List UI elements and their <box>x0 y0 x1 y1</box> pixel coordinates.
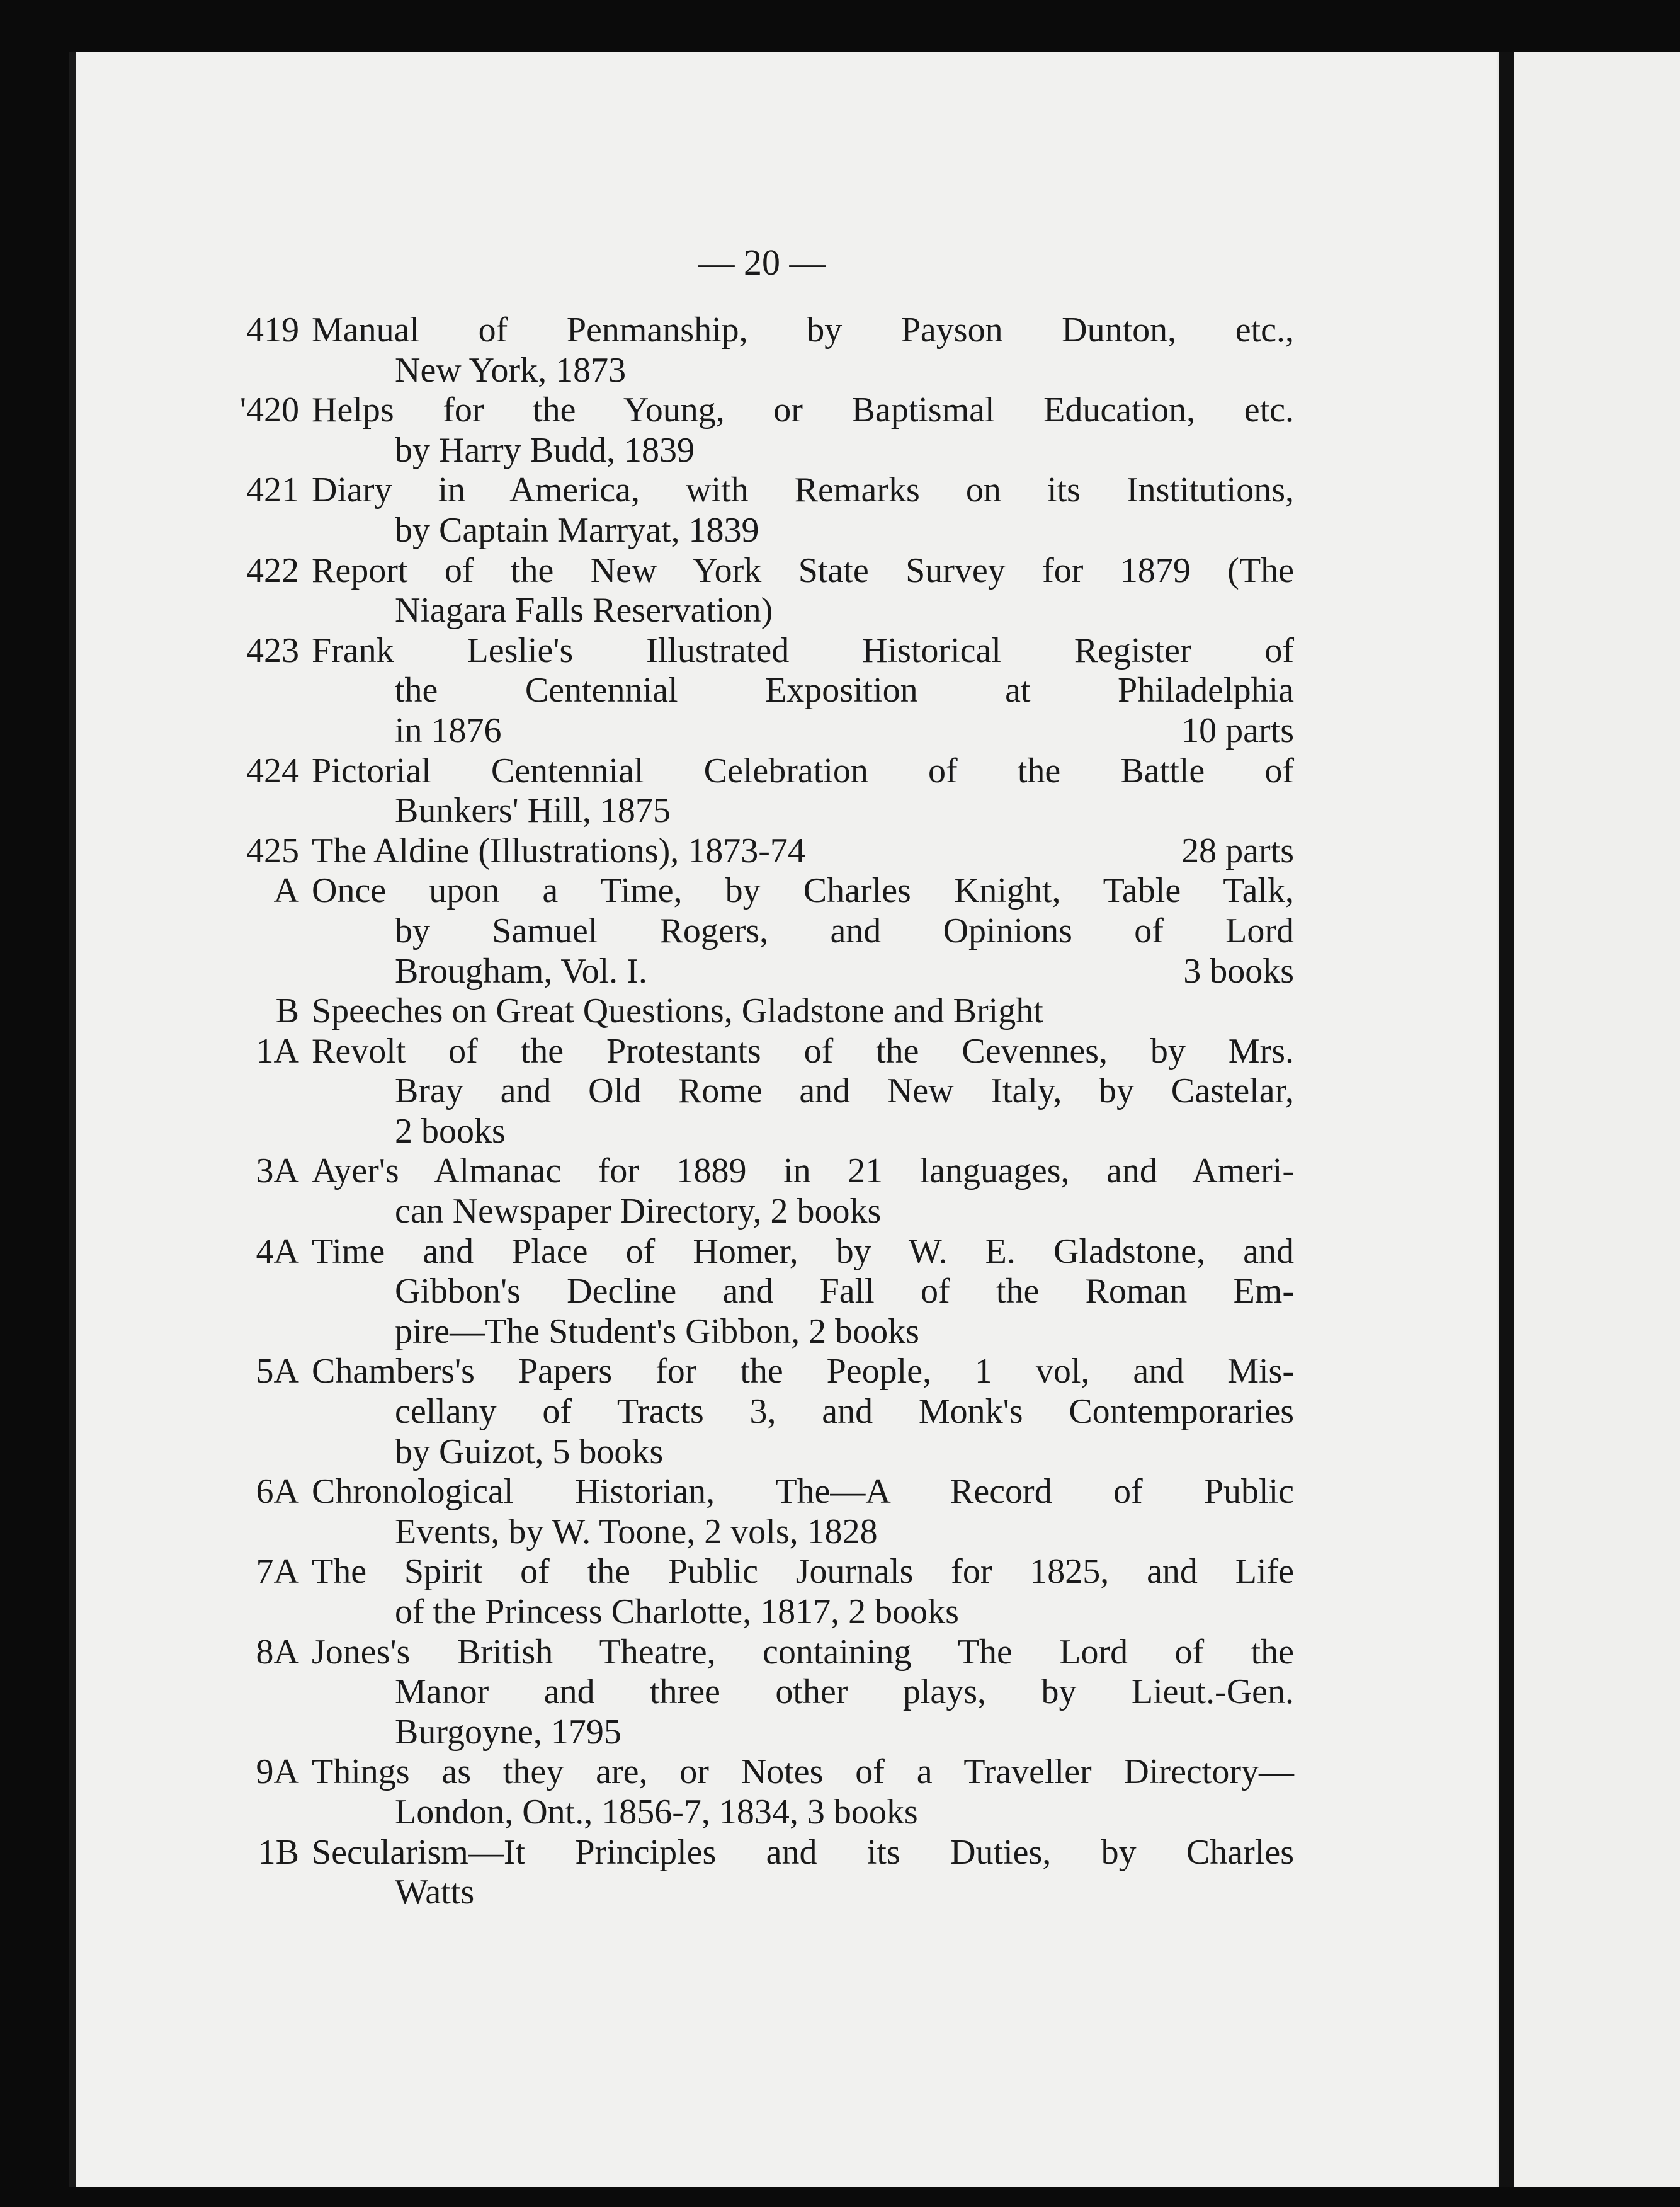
lot-number: 422 <box>246 550 299 590</box>
entry-line: Manor and three other plays, by Lieut.-Gen. <box>395 1672 1294 1712</box>
entry-line: Pictorial Centennial Celebration of the Battle of <box>312 751 1294 790</box>
entry-text: Brougham, Vol. I. <box>395 951 647 991</box>
catalogue-entry <box>246 751 1294 831</box>
entry-line: pire—The Student's Gibbon, 2 books <box>395 1311 919 1351</box>
entry-line: Revolt of the Protestants of the Cevennes, by Mrs. <box>312 1031 1294 1071</box>
entry-line: Niagara Falls Reservation) <box>395 591 773 630</box>
catalogue-entry <box>273 871 1294 991</box>
entry-text: in 1876 <box>395 710 502 750</box>
lot-number: '420 <box>239 391 299 430</box>
entry-line: Chronological Historian, The—A Record of Public <box>312 1472 1294 1512</box>
entry-line <box>312 952 1294 992</box>
entry-line <box>312 831 1294 872</box>
entry-line: London, Ont., 1856-7, 1834, 3 books <box>395 1792 918 1832</box>
catalogue-entry <box>256 1231 1294 1352</box>
catalogue-entry <box>256 1552 1294 1632</box>
entry-line: Secularism—It Principles and its Duties, by Charles <box>312 1832 1294 1872</box>
lot-number: A <box>273 871 299 911</box>
page-number: — 20 — <box>698 242 826 283</box>
entry-line: by Samuel Rogers, and Opinions of Lord <box>395 911 1294 950</box>
entry-line: of the Princess Charlotte, 1817, 2 books <box>395 1592 959 1631</box>
lot-number: 1A <box>256 1031 299 1071</box>
entry-line: Chambers's Papers for the People, 1 vol, and Mis- <box>312 1352 1294 1391</box>
entry-line: Ayer's Almanac for 1889 in 21 languages, and Ameri- <box>312 1151 1294 1191</box>
entry-line: by Captain Marryat, 1839 <box>395 510 759 550</box>
catalogue-entry <box>256 1031 1294 1152</box>
entry-line: Manual of Penmanship, by Payson Dunton, etc., <box>312 311 1294 350</box>
entry-line: Bray and Old Rome and New Italy, by Castelar, <box>395 1071 1294 1111</box>
entry-line: Watts <box>395 1873 475 1912</box>
lot-number: 6A <box>256 1472 299 1512</box>
catalogue-entry <box>246 311 1294 391</box>
entry-quantity: 3 books <box>1183 951 1294 991</box>
entry-line: Diary in America, with Remarks on its Institutions, <box>312 470 1294 510</box>
entry-line: Bunkers' Hill, 1875 <box>395 791 671 831</box>
entry-line: Time and Place of Homer, by W. E. Gladstone, and <box>312 1231 1294 1271</box>
entry-line: Things as they are, or Notes of a Traveller Directory— <box>312 1752 1294 1792</box>
entry-line: the Centennial Exposition at Philadelphia <box>395 671 1294 710</box>
lot-number: 425 <box>246 831 299 870</box>
lot-number: B <box>275 991 299 1031</box>
lot-number: 7A <box>256 1552 299 1592</box>
lot-number: 421 <box>246 470 299 510</box>
lot-number: 9A <box>256 1752 299 1792</box>
entry-line: by Harry Budd, 1839 <box>395 430 695 470</box>
entry-line: 2 books <box>395 1111 506 1151</box>
catalogue-entries <box>239 311 1294 1913</box>
catalogue-entry <box>239 391 1294 470</box>
catalogue-entry <box>256 1151 1294 1231</box>
entry-line: Burgoyne, 1795 <box>395 1712 621 1752</box>
catalogue-entry <box>246 550 1294 631</box>
entry-line: New York, 1873 <box>395 350 627 390</box>
lot-number: 3A <box>256 1151 299 1191</box>
catalogue-entry <box>256 1752 1294 1832</box>
entry-line: Jones's British Theatre, containing The Lord of the <box>312 1632 1294 1672</box>
entry-quantity: 10 parts <box>1181 710 1294 750</box>
entry-text: The Aldine (Illustrations), 1873-74 <box>312 831 805 870</box>
entry-quantity: 28 parts <box>1181 831 1294 870</box>
entry-line: Speeches on Great Questions, Gladstone and Bright <box>312 991 1043 1031</box>
catalogue-entry <box>246 630 1294 751</box>
entry-line: Helps for the Young, or Baptismal Education, etc. <box>312 391 1294 430</box>
lot-number: 424 <box>246 751 299 790</box>
entry-line: cellany of Tracts 3, and Monk's Contemporaries <box>395 1392 1294 1432</box>
lot-number: 1B <box>258 1832 299 1872</box>
catalogue-entry <box>256 1472 1294 1552</box>
entry-line: Report of the New York State Survey for 1879 (The <box>312 550 1294 590</box>
lot-number: 8A <box>256 1632 299 1672</box>
catalogue-entry <box>246 470 1294 550</box>
catalogue-entry <box>258 1832 1294 1913</box>
book-gutter <box>1499 52 1514 2187</box>
catalogue-entry <box>275 991 1294 1032</box>
entry-line: can Newspaper Directory, 2 books <box>395 1192 882 1231</box>
entry-line: Once upon a Time, by Charles Knight, Table Talk, <box>312 871 1294 911</box>
lot-number: 4A <box>256 1231 299 1271</box>
entry-line <box>312 711 1294 751</box>
facing-page-edge <box>1514 52 1680 2187</box>
lot-number: 5A <box>256 1352 299 1391</box>
lot-number: 419 <box>246 311 299 350</box>
catalogue-entry <box>256 1632 1294 1753</box>
lot-number: 423 <box>246 630 299 670</box>
entry-line: Gibbon's Decline and Fall of the Roman Em- <box>395 1272 1294 1311</box>
entry-line: by Guizot, 5 books <box>395 1432 664 1471</box>
entry-line: Events, by W. Toone, 2 vols, 1828 <box>395 1512 878 1551</box>
entry-line: The Spirit of the Public Journals for 1825, and Life <box>312 1552 1294 1592</box>
catalogue-entry <box>256 1352 1294 1472</box>
entry-line: Frank Leslie's Illustrated Historical Register of <box>312 630 1294 670</box>
catalogue-entry <box>246 831 1294 872</box>
